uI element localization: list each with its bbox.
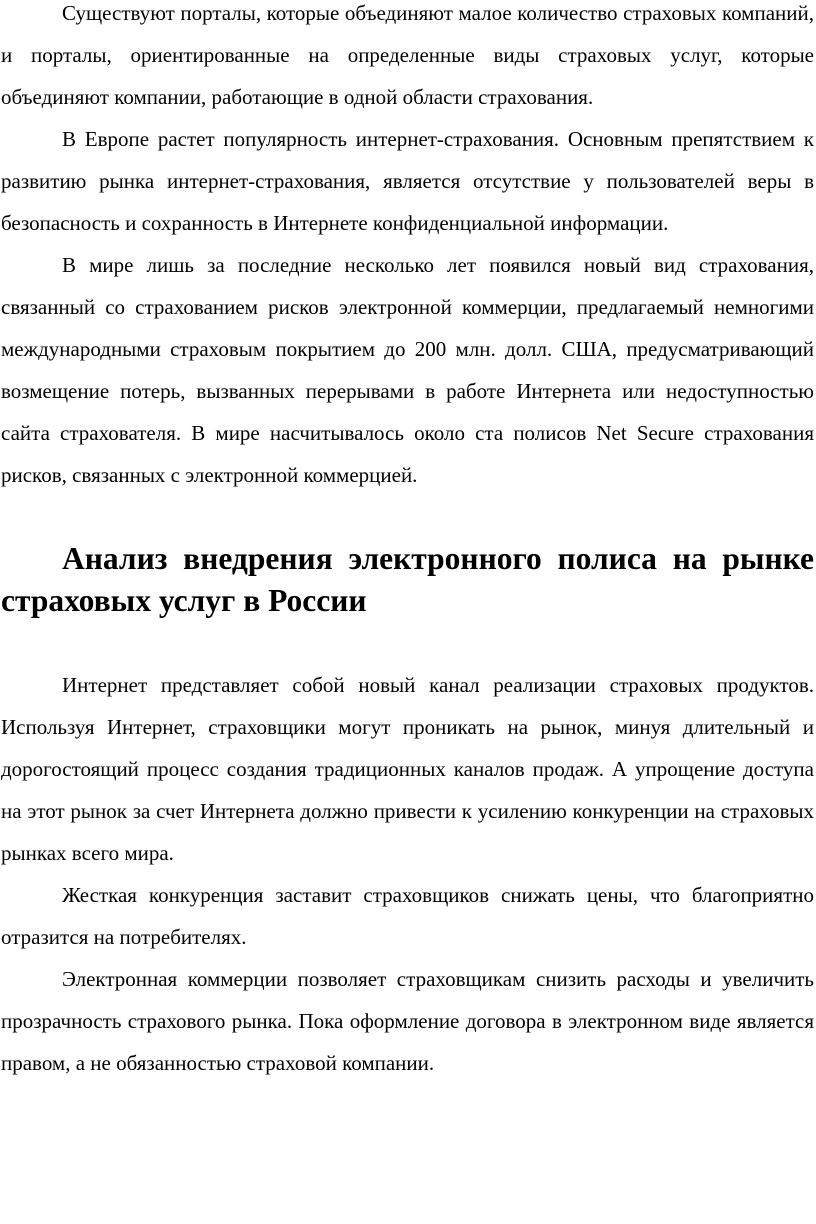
paragraph-ecommerce-risk-insurance: В мире лишь за последние несколько лет появился новый вид страхования, связанный со страхованием рисков электронной коммерции, предлагаемый немногими международными страховым покрытием до 200 млн. долл. США, предусматривающий возмещение потерь, вызванных перерывами в работе Интернета или недоступностью сайта страхователя. В мире насчитывалось около ста полисов Net Secure страхования рисков, связанных с электронной коммерцией. (1, 253, 814, 487)
paragraph-europe-internet-insurance: В Европе растет популярность интернет-страхования. Основным препятствием к развитию рынка интернет-страхования, является отсутствие у пользователей веры в безопасность и сохранность в Интернете конфиденциальной информации. (1, 127, 814, 235)
section-heading: Анализ внедрения электронного полиса на рынке страховых услуг в России (1, 541, 814, 618)
paragraph-competition: Жесткая конкуренция заставит страховщиков снижать цены, что благоприятно отразится на потребителях. (1, 883, 814, 949)
paragraph-electronic-commerce: Электронная коммерции позволяет страховщикам снизить расходы и увеличить прозрачность страхового рынка. Пока оформление договора в электронном виде является правом, а не обязанностью страховой компании. (1, 967, 814, 1075)
paragraph-internet-sales-channel: Интернет представляет собой новый канал реализации страховых продуктов. Используя Интернет, страховщики могут проникать на рынок, минуя длительный и дорогостоящий процесс создания традиционных каналов продаж. А упрощение доступа на этот рынок за счет Интернета должно привести к усилению конкуренции на страховых рынках всего мира. (1, 673, 814, 865)
paragraph-insurance-portals: Существуют порталы, которые объединяют малое количество страховых компаний, и порталы, ориентированные на определенные виды страховых услуг, которые объединяют компании, работающие в одной области страхования. (1, 1, 814, 109)
